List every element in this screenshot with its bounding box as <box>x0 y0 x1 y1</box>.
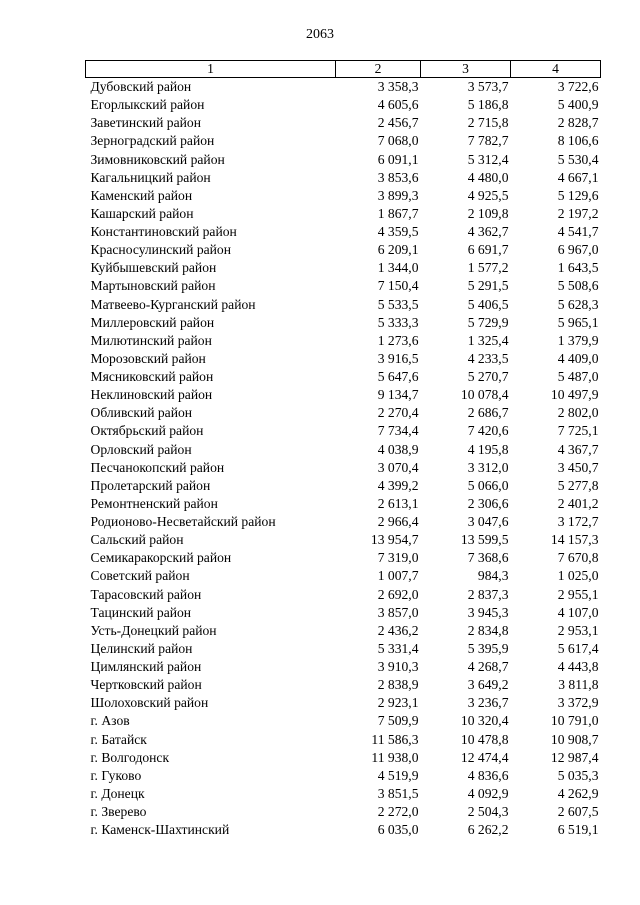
value-cell-col4: 8 106,6 <box>557 133 599 149</box>
value-cell-col4: 3 450,7 <box>557 459 599 475</box>
district-name-cell: Неклиновский район <box>90 387 213 403</box>
value-cell-col3: 5 312,4 <box>467 151 509 167</box>
district-name-cell: Морозовский район <box>90 350 206 366</box>
table-row <box>86 441 601 459</box>
district-name-cell: г. Волгодонск <box>90 749 170 765</box>
table-row <box>86 151 601 169</box>
district-name-cell: Октябрьский район <box>90 423 204 439</box>
table-row <box>86 513 601 531</box>
value-cell-col2: 2 456,7 <box>377 115 419 131</box>
table-row <box>86 205 601 223</box>
value-cell-col2: 3 857,0 <box>377 604 419 620</box>
table-row <box>86 567 601 585</box>
district-name-cell: Заветинский район <box>90 115 201 131</box>
value-cell-col4: 14 157,3 <box>550 532 599 548</box>
value-cell-col4: 6 967,0 <box>557 242 599 258</box>
table-row <box>86 350 601 368</box>
district-name-cell: Обливский район <box>90 405 193 421</box>
table-row <box>86 640 601 658</box>
table-row <box>86 259 601 277</box>
value-cell-col2: 13 954,7 <box>370 532 419 548</box>
value-cell-col4: 3 172,7 <box>557 514 599 530</box>
value-cell-col4: 4 262,9 <box>557 785 599 801</box>
value-cell-col4: 4 367,7 <box>557 441 599 457</box>
value-cell-col4: 4 409,0 <box>557 350 599 366</box>
value-cell-col3: 3 236,7 <box>467 695 509 711</box>
value-cell-col3: 7 782,7 <box>467 133 509 149</box>
district-name-cell: Шолоховский район <box>90 695 209 711</box>
value-cell-col3: 4 268,7 <box>467 659 509 675</box>
value-cell-col4: 4 667,1 <box>557 169 599 185</box>
district-name-cell: Тарасовский район <box>90 586 202 602</box>
table-header-row <box>86 61 601 78</box>
value-cell-col3: 984,3 <box>477 568 509 584</box>
value-cell-col4: 3 811,8 <box>558 677 599 693</box>
table-row <box>86 314 601 332</box>
table-row <box>86 549 601 567</box>
district-name-cell: Мартыновский район <box>90 278 216 294</box>
value-cell-col4: 5 129,6 <box>557 187 599 203</box>
value-cell-col2: 3 358,3 <box>377 79 419 95</box>
district-name-cell: Кашарский район <box>90 205 194 221</box>
table-row <box>86 296 601 314</box>
value-cell-col2: 6 209,1 <box>377 242 419 258</box>
value-cell-col4: 1 025,0 <box>557 568 599 584</box>
value-cell-col4: 5 277,8 <box>557 477 599 493</box>
value-cell-col4: 5 035,3 <box>557 767 599 783</box>
value-cell-col3: 12 474,4 <box>460 749 509 765</box>
value-cell-col2: 7 068,0 <box>377 133 419 149</box>
value-cell-col3: 5 186,8 <box>467 97 509 113</box>
table-row <box>86 96 601 114</box>
value-cell-col4: 4 107,0 <box>557 604 599 620</box>
district-name-cell: Чертковский район <box>90 677 202 693</box>
value-cell-col3: 13 599,5 <box>460 532 509 548</box>
value-cell-col4: 5 965,1 <box>557 314 599 330</box>
value-cell-col2: 5 647,6 <box>377 369 419 385</box>
district-name-cell: Миллеровский район <box>90 314 215 330</box>
value-cell-col3: 6 691,7 <box>467 242 509 258</box>
value-cell-col2: 2 436,2 <box>377 622 419 638</box>
value-cell-col4: 5 400,9 <box>557 97 599 113</box>
value-cell-col3: 5 406,5 <box>467 296 509 312</box>
value-cell-col2: 4 038,9 <box>377 441 419 457</box>
district-name-cell: г. Каменск-Шахтинский <box>90 822 230 838</box>
value-cell-col2: 3 851,5 <box>377 785 419 801</box>
table-row <box>86 241 601 259</box>
value-cell-col3: 10 320,4 <box>460 713 509 729</box>
district-name-cell: г. Батайск <box>90 731 147 747</box>
table-row <box>86 495 601 513</box>
table-row <box>86 712 601 730</box>
value-cell-col4: 10 908,7 <box>550 731 599 747</box>
value-cell-col4: 2 953,1 <box>557 622 599 638</box>
table-row <box>86 169 601 187</box>
value-cell-col3: 3 945,3 <box>467 604 509 620</box>
table-row <box>86 386 601 404</box>
value-cell-col4: 7 725,1 <box>557 423 599 439</box>
value-cell-col3: 2 504,3 <box>467 804 509 820</box>
value-cell-col2: 2 270,4 <box>377 405 419 421</box>
page-number: 2063 <box>306 27 334 42</box>
value-cell-col3: 3 047,6 <box>467 514 509 530</box>
value-cell-col4: 1 379,9 <box>557 332 599 348</box>
district-name-cell: Песчанокопский район <box>90 459 225 475</box>
value-cell-col4: 2 802,0 <box>557 405 599 421</box>
value-cell-col3: 5 291,5 <box>467 278 509 294</box>
district-name-cell: Дубовский район <box>90 79 192 95</box>
value-cell-col2: 3 070,4 <box>377 459 419 475</box>
value-cell-col3: 1 325,4 <box>467 332 509 348</box>
table-row <box>86 694 601 712</box>
value-cell-col2: 2 613,1 <box>377 495 419 511</box>
value-cell-col2: 2 966,4 <box>377 514 419 530</box>
table-row <box>86 622 601 640</box>
district-name-cell: г. Азов <box>90 713 130 729</box>
table-row <box>86 132 601 150</box>
table-row <box>86 114 601 132</box>
value-cell-col3: 4 092,9 <box>467 785 509 801</box>
district-name-cell: Мясниковский район <box>90 369 214 385</box>
value-cell-col2: 1 344,0 <box>377 260 419 276</box>
value-cell-col3: 4 233,5 <box>467 350 509 366</box>
district-name-cell: Орловский район <box>90 441 192 457</box>
value-cell-col4: 5 530,4 <box>557 151 599 167</box>
value-cell-col2: 3 910,3 <box>377 659 419 675</box>
column-header-4: 4 <box>511 61 601 78</box>
value-cell-col3: 7 368,6 <box>467 550 509 566</box>
value-cell-col3: 3 649,2 <box>467 677 509 693</box>
district-name-cell: Родионово-Несветайский район <box>90 514 276 530</box>
table-row <box>86 731 601 749</box>
value-cell-col4: 10 497,9 <box>550 387 599 403</box>
value-cell-col3: 2 109,8 <box>467 205 509 221</box>
table-row <box>86 223 601 241</box>
district-name-cell: Зерноградский район <box>90 133 215 149</box>
table-row <box>86 803 601 821</box>
value-cell-col2: 6 035,0 <box>377 822 419 838</box>
district-name-cell: Красносулинский район <box>90 242 231 258</box>
budget-table <box>85 60 601 839</box>
value-cell-col3: 4 925,5 <box>467 187 509 203</box>
value-cell-col4: 3 372,9 <box>557 695 599 711</box>
value-cell-col3: 2 834,8 <box>467 622 509 638</box>
table-row <box>86 477 601 495</box>
value-cell-col3: 5 270,7 <box>467 369 509 385</box>
district-name-cell: Сальский район <box>90 532 184 548</box>
district-name-cell: Советский район <box>90 568 190 584</box>
value-cell-col2: 4 359,5 <box>377 224 419 240</box>
table-row <box>86 604 601 622</box>
value-cell-col4: 3 722,6 <box>557 79 599 95</box>
value-cell-col2: 3 916,5 <box>377 350 419 366</box>
value-cell-col4: 5 508,6 <box>557 278 599 294</box>
table-row <box>86 422 601 440</box>
value-cell-col2: 4 519,9 <box>377 767 419 783</box>
value-cell-col2: 6 091,1 <box>377 151 419 167</box>
value-cell-col3: 6 262,2 <box>467 822 509 838</box>
value-cell-col3: 10 478,8 <box>460 731 509 747</box>
district-name-cell: Семикаракорский район <box>90 550 232 566</box>
district-name-cell: Егорлыкский район <box>90 97 205 113</box>
value-cell-col4: 1 643,5 <box>557 260 599 276</box>
value-cell-col2: 4 399,2 <box>377 477 419 493</box>
table-row <box>86 332 601 350</box>
value-cell-col2: 9 134,7 <box>377 387 419 403</box>
district-name-cell: г. Донецк <box>90 785 145 801</box>
table-row <box>86 459 601 477</box>
value-cell-col2: 11 938,0 <box>371 749 419 765</box>
table-row <box>86 767 601 785</box>
district-name-cell: г. Зверево <box>90 804 147 820</box>
value-cell-col4: 4 541,7 <box>557 224 599 240</box>
value-cell-col2: 7 150,4 <box>377 278 419 294</box>
district-name-cell: Усть-Донецкий район <box>90 622 217 638</box>
value-cell-col3: 4 480,0 <box>467 169 509 185</box>
district-name-cell: г. Гуково <box>90 767 142 783</box>
value-cell-col3: 10 078,4 <box>460 387 509 403</box>
value-cell-col2: 2 272,0 <box>377 804 419 820</box>
value-cell-col3: 5 395,9 <box>467 640 509 656</box>
value-cell-col2: 2 838,9 <box>377 677 419 693</box>
value-cell-col2: 7 319,0 <box>377 550 419 566</box>
value-cell-col2: 5 331,4 <box>377 640 419 656</box>
value-cell-col2: 11 586,3 <box>371 731 419 747</box>
district-name-cell: Зимовниковский район <box>90 151 225 167</box>
table-row <box>86 531 601 549</box>
district-name-cell: Ремонтненский район <box>90 495 218 511</box>
value-cell-col3: 4 836,6 <box>467 767 509 783</box>
value-cell-col2: 7 509,9 <box>377 713 419 729</box>
value-cell-col4: 7 670,8 <box>557 550 599 566</box>
value-cell-col3: 2 837,3 <box>467 586 509 602</box>
table-row <box>86 187 601 205</box>
value-cell-col3: 1 577,2 <box>467 260 509 276</box>
value-cell-col3: 2 306,6 <box>467 495 509 511</box>
value-cell-col3: 7 420,6 <box>467 423 509 439</box>
value-cell-col2: 1 007,7 <box>377 568 419 584</box>
value-cell-col4: 5 628,3 <box>557 296 599 312</box>
value-cell-col2: 1 273,6 <box>377 332 419 348</box>
value-cell-col4: 5 617,4 <box>557 640 599 656</box>
value-cell-col4: 2 955,1 <box>557 586 599 602</box>
value-cell-col2: 4 605,6 <box>377 97 419 113</box>
table-body <box>86 78 601 840</box>
district-name-cell: Тацинский район <box>90 604 192 620</box>
district-name-cell: Целинский район <box>90 640 193 656</box>
column-header-2: 2 <box>336 61 421 78</box>
value-cell-col3: 2 715,8 <box>467 115 509 131</box>
district-name-cell: Константиновский район <box>90 224 237 240</box>
value-cell-col3: 5 066,0 <box>467 477 509 493</box>
value-cell-col2: 2 692,0 <box>377 586 419 602</box>
value-cell-col2: 1 867,7 <box>377 205 419 221</box>
district-name-cell: Милютинский район <box>90 332 212 348</box>
value-cell-col3: 4 362,7 <box>467 224 509 240</box>
value-cell-col4: 2 197,2 <box>557 205 599 221</box>
value-cell-col3: 4 195,8 <box>467 441 509 457</box>
district-name-cell: Пролетарский район <box>90 477 211 493</box>
column-header-3: 3 <box>421 61 511 78</box>
value-cell-col2: 3 853,6 <box>377 169 419 185</box>
value-cell-col4: 2 607,5 <box>557 804 599 820</box>
value-cell-col3: 2 686,7 <box>467 405 509 421</box>
table-row <box>86 277 601 295</box>
district-name-cell: Цимлянский район <box>90 659 202 675</box>
district-name-cell: Кагальницкий район <box>90 169 211 185</box>
value-cell-col2: 5 533,5 <box>377 296 419 312</box>
table-row <box>86 785 601 803</box>
value-cell-col3: 3 312,0 <box>467 459 509 475</box>
value-cell-col3: 3 573,7 <box>467 79 509 95</box>
value-cell-col4: 6 519,1 <box>557 822 599 838</box>
district-name-cell: Каменский район <box>90 187 193 203</box>
table-row <box>86 368 601 386</box>
table-row <box>86 404 601 422</box>
district-name-cell: Куйбышевский район <box>90 260 217 276</box>
table-row <box>86 749 601 767</box>
value-cell-col2: 2 923,1 <box>377 695 419 711</box>
table-row <box>86 586 601 604</box>
value-cell-col3: 5 729,9 <box>467 314 509 330</box>
value-cell-col4: 5 487,0 <box>557 369 599 385</box>
value-cell-col4: 4 443,8 <box>557 659 599 675</box>
value-cell-col4: 2 401,2 <box>557 495 599 511</box>
value-cell-col4: 10 791,0 <box>550 713 599 729</box>
table-row <box>86 78 601 97</box>
value-cell-col4: 12 987,4 <box>550 749 599 765</box>
value-cell-col2: 7 734,4 <box>377 423 419 439</box>
table-row <box>86 821 601 839</box>
table-row <box>86 676 601 694</box>
column-header-1: 1 <box>86 61 336 78</box>
value-cell-col2: 5 333,3 <box>377 314 419 330</box>
district-name-cell: Матвеево-Курганский район <box>90 296 256 312</box>
value-cell-col2: 3 899,3 <box>377 187 419 203</box>
table-row <box>86 658 601 676</box>
value-cell-col4: 2 828,7 <box>557 115 599 131</box>
